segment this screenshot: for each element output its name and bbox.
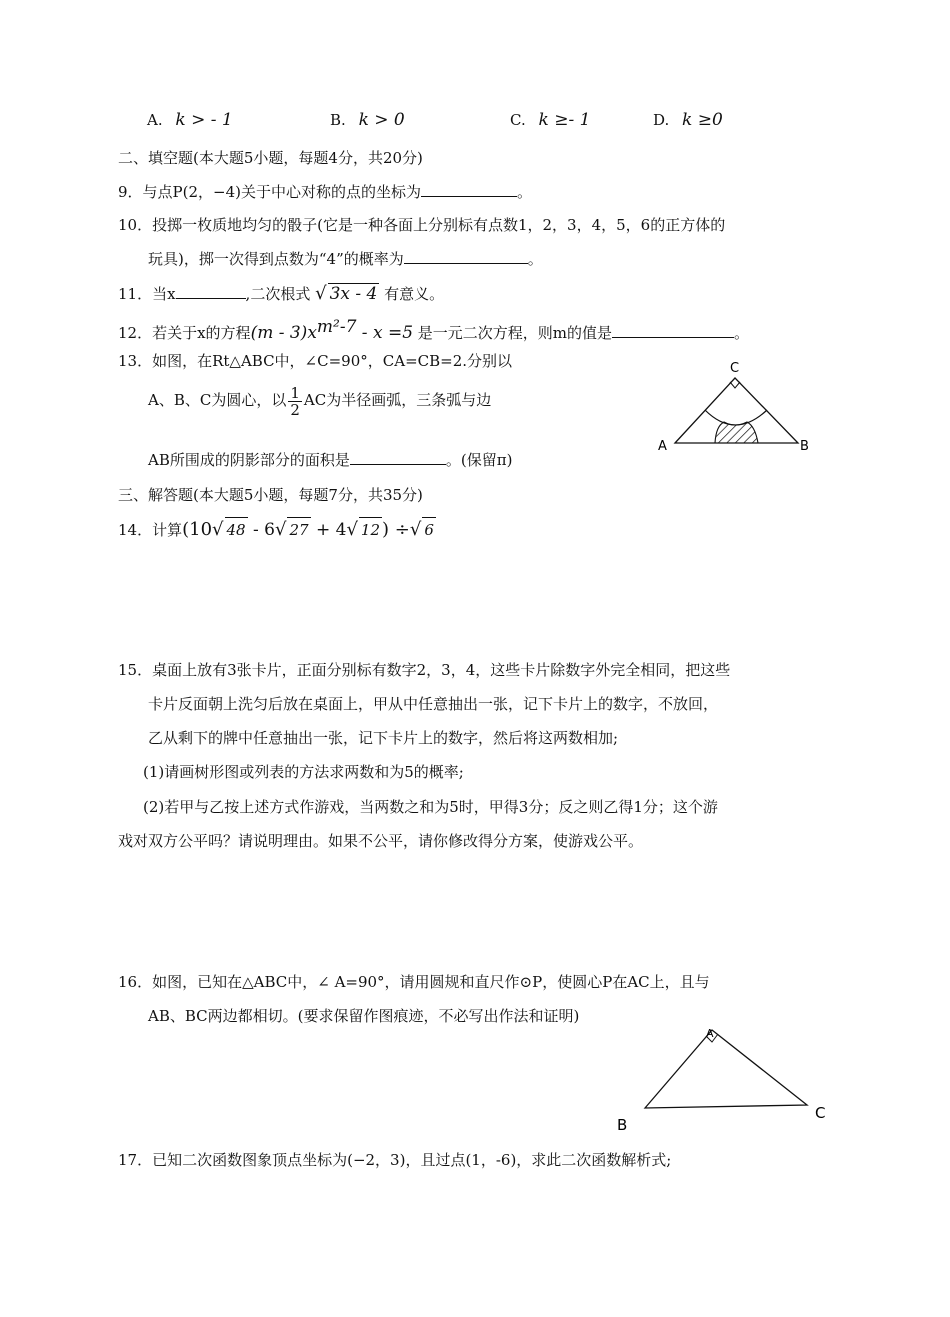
question-17: 17．已知二次函数图象顶点坐标为(−2，3)，且过点(1，-6)，求此二次函数解析式;: [118, 1151, 672, 1169]
equation-left: (m - 3)x: [250, 323, 317, 343]
option-d-expr: k ≥0: [682, 110, 723, 130]
arc-c: [705, 410, 767, 425]
answer-blank: [421, 182, 517, 197]
section2-title: 二、填空题(本大题5小题，每题4分，共20分): [118, 149, 423, 167]
answer-blank: [350, 450, 446, 465]
option-a-expr: k > - 1: [175, 110, 233, 130]
q13-triangle-figure: [650, 358, 820, 458]
radical-sign: √: [315, 283, 327, 304]
label-a: A: [706, 1027, 714, 1040]
question-15-line2: 卡片反面朝上洗匀后放在桌面上，甲从中任意抽出一张，记下卡片上的数字，不放回，: [148, 695, 719, 713]
shaded-region: [715, 422, 758, 443]
label-c: C: [730, 361, 740, 376]
option-b: B. k > 0: [330, 110, 405, 130]
answer-blank: [176, 284, 246, 299]
option-c-expr: k ≥- 1: [538, 110, 591, 130]
answer-blank: [404, 249, 528, 264]
question-12: 12．若关于x的方程$(m - 3)x^{m^2-7} - x =5$ 是一元二次方程，则m的值是 。: [118, 317, 750, 343]
question-13-line1: 13．如图，在Rt△ABC中，∠C=90°，CA=CB=2.分别以: [118, 352, 513, 370]
fraction-half: $\frac{1}{2}$: [290, 383, 300, 419]
exponent: m²-7: [316, 317, 357, 337]
question-9: 9．与点P(2，−4)关于中心对称的点的坐标为 。: [118, 183, 533, 201]
q16-triangle-figure: [605, 1018, 835, 1136]
question-10-line1: 10．投掷一枚质地均匀的骰子(它是一种各面上分别标有点数1，2，3，4，5，6的正方体的: [118, 216, 726, 234]
equation-right: - x =5: [356, 323, 414, 343]
question-13-line3: AB所围成的阴影部分的面积是 。(保留π): [148, 451, 513, 469]
label-b: B: [800, 439, 809, 454]
label-a: A: [658, 439, 667, 454]
answer-blank: [612, 323, 734, 338]
question-15-line3: 乙从剩下的牌中任意抽出一张，记下卡片上的数字，然后将这两数相加;: [148, 729, 619, 747]
option-d: D. k ≥0: [653, 110, 723, 130]
radicand: 3x - 4: [329, 284, 378, 304]
question-16-line2: AB、BC两边都相切。(要求保留作图痕迹，不必写出作法和证明): [148, 1007, 580, 1025]
question-15-part2b: 戏对双方公平吗？请说明理由。如果不公平，请你修改得分方案，使游戏公平。: [118, 832, 644, 850]
question-15-part2a: (2)若甲与乙按上述方式作游戏，当两数之和为5时，甲得3分；反之则乙得1分；这个游: [143, 798, 718, 816]
question-15-part1: (1)请画树形图或列表的方法求两数和为5的概率;: [143, 763, 464, 781]
question-13-line2: A、B、C为圆心，以 $\frac{1}{2}$ AC为半径画弧，三条弧与边: [148, 383, 492, 419]
option-b-expr: k > 0: [358, 110, 405, 130]
question-11: 11．当x ,二次根式 √ 3x - 4 有意义。: [118, 283, 445, 304]
section3-title: 三、解答题(本大题5小题，每题7分，共35分): [118, 486, 423, 504]
label-b: B: [617, 1116, 628, 1134]
triangle-abc: [645, 1030, 807, 1108]
label-c: C: [815, 1104, 826, 1122]
angle-mark: [730, 382, 740, 388]
question-16-line1: 16．如图，已知在△ABC中，∠ A=90°，请用圆规和直尺作⊙P，使圆心P在AC上，且与: [118, 973, 710, 991]
option-a: A. k > - 1: [147, 110, 233, 130]
option-c: C. k ≥- 1: [510, 110, 591, 130]
question-10-line2: 玩具)，掷一次得到点数为“4”的概率为 。: [148, 250, 543, 268]
question-15-line1: 15．桌面上放有3张卡片，正面分别标有数字2，3，4，这些卡片除数字外完全相同，把这些: [118, 661, 731, 679]
question-14: 14．计算(10√ 48 - 6√ 27 + 4√ 12 ) ÷√ 6: [118, 519, 434, 540]
